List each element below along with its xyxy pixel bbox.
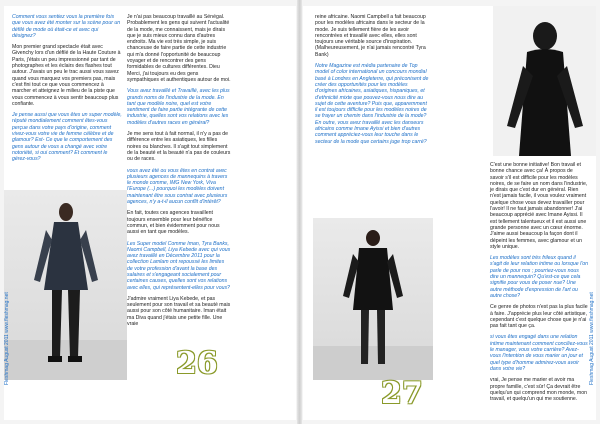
interview-answer: En fait, toutes ces agences travaillent toujours ensemble pour leur bénéfice commun, et bien évidemment pour nous aussi en tant que modèles.: [127, 210, 220, 236]
interview-answer: J'admire vraiment Liya Kebede, et pas seulement pour son travail et sa beauté mais aussi pour son côté humanitaire. Iman était ma Diva quand j'étais une petite fille. Une vraie: [127, 295, 231, 328]
interview-question: vous avez été ou vous êtes en contrat avec plusieurs agences de mannequins à travers le monde comme, IMG New York, Viva l'Europe (...) pourquoi les modèles doivent maintenant être sous contrat avec plusieurs agences, n'y a-t-il aucun conflit d'intérêt?: [127, 167, 228, 206]
interview-question: Les modèles sont très frileux quand il s'agit de leur relation intime ou lorsque l'on parle de pour nos ; pourriez-vous nous dire un mannequin? Qu'est-ce que cela signifie pour vous de poser nue? Une autre méthode d'expression de l'art ou autre chose?: [490, 255, 589, 299]
interview-answer: Mon premier grand spectacle était avec Givenchy lors d'un défilé de la Haute Couture à Paris, j'étais un peu impressionné par tant de photographes et les éclairs des flashes tout autour. J'avais un peu le trac aussi vous savez quand vous marquez vos premiers pas, mais c'est fini tout ce que vous commencez à marcher et atteignez le milieu de la piste que vous commencez à vous sentir beaucoup plus confiante.: [12, 44, 121, 107]
runway-photo-left: [4, 190, 127, 380]
left-column-2: [127, 14, 231, 332]
interview-answer: vrai, Je pense me marier et avoir ma propre famille, c'est sûr! Ça devrait être quelqu'un qui comprend mon monde, mon travail, et quelqu'un qui me soutienne.: [490, 377, 588, 403]
interview-question: si vous êtes engagé dans une relation intime maintenant comment conciliez-vous le manager, vous votre carrière? Avez-vous l'intention de vous marier un jour et quel type d'homme admirez-vous avoir dans votre vie?: [490, 334, 588, 372]
interview-answer: C'est une bonne initiative! Bon travail et bonne chance avec ça! À propos de savoir s'il est difficile pour les modèles noires, de se faire un nom dans l'industrie, je dirais que c'est dur en général. Rien n'est jamais facile, il vous voulez vraiment quelque chose vous devez travailler pour l'avoir! Il ne faut jamais abandonner! J'ai beaucoup apprécié avec Imane Ayissi. Il est tellement talentueux et il est aussi une grande personne avec un cœur énorme. J'aime aussi beaucoup la façon dont il dépeint les femmes, avec glamour et un style unique.: [490, 162, 588, 250]
right-page: [303, 6, 596, 420]
page-spine: [297, 0, 302, 424]
interview-question: Comment vous sentiez vous la première fois que vous avez été monter sur la scène pour un défilé de mode où était-ce et avec qui désignez?: [12, 14, 121, 39]
left-column-1: [12, 14, 122, 168]
model-figure-icon-2: [313, 218, 433, 380]
sidebar-text-right: Fleshmag August 2011 www.fleshmag.net: [589, 292, 595, 385]
portrait-photo-right: [493, 6, 596, 156]
runway-photo-right: [313, 218, 433, 380]
interview-question: Je pense aussi que vous êtes un super modèle, réputé mondialement comment êtes-vous perçue dans votre pays d'origine, comment vivez-vous votre vie de femme célèbre et de glamour? Est- Ce que le comportement des gens autour de vous a changé avec votre notoriété, si oui comment? Et comment le gérez-vous?: [12, 112, 122, 163]
left-page: [4, 6, 296, 420]
interview-answer: Je n'ai pas beaucoup travaillé au Sénégal. Probablement les gens qui suivent l'actualité de la mode, me connaissent, mais je dirais que je suis mieux connu dans d'autres endroits. Ma vie est très simple, je suis chanceuse de faire partie de cette industrie qui m'a donné l'opportunité de beaucoup voyager et de rencontrer des gens formidables de cultures différentes. Dieu Merci, j'ai toujours eu des gens sympathiques et authentiques autour de moi.: [127, 14, 231, 83]
model-figure-icon: [4, 190, 127, 380]
interview-answer: Ce genre de photos n'est pas la plus facile à faire. J'apprécie plus leur côté artistique, cependant c'est quelque chose que je n'ai pas fait tant que ça.: [490, 304, 588, 330]
page-number: 27: [381, 376, 423, 411]
right-column-2: [490, 162, 588, 407]
interview-answer: reine africaine. Naomi Campbell a fait beaucoup pour les modèles africains dans le secteur de la mode. Je suis tellement fière de les avoir rencontrées et travaillé avec elles, elles sont toujours une véritable source d'inspiration.(Malheureusement, je n'ai jamais rencontré Tyra Bank): [315, 14, 426, 58]
page-number: 26: [176, 346, 218, 381]
sidebar-text-left: Fleshmag August 2011 www.fleshmag.net: [4, 292, 10, 385]
interview-question: Vous avez travaillé et Travaillé, avec les plus grands noms de l'industrie de la mode. En tant que modèle noire, quel est votre sentiment de faire partie intégrante de cette industrie, quelles sont vos relations avec les modèles d'autres races en général?: [127, 88, 230, 126]
interview-question: Les Super model Comme Iman, Tyra Banks, Naomi Campbell, Liya Kebede avec qui vous avez travaillé en Décembre 2011 pour la collection Lamlam ont repoussé les limites de votre profession d'avant la base des salaires et s'engageant socialement pour certaines causes, quelles sont vos relations avec elles, qui représentent-elles pour vous?: [127, 240, 231, 291]
portrait-figure-icon: [493, 6, 596, 156]
interview-question: Notre Magazine est média partenaire de Top model of color international un concours mondial basé à Londres en Angleterre, qui préconisent de créer des opportunités pour les modèles d'origines africaines, asiatiques, hispaniques, et d'ethnicité mixte que pouvez-vous nous dire au sujet de cette aventure? Puis que, apparemment il est toujours difficile pour les modèles noires de se frayer un chemin dans l'industrie de la mode? En outre, vous avez travaillé avec les danseurs africains comme Imane Ayissi et bien d'autres comment appréciez-vous leur touche dans le secteur de la mode que certains juge trop carré?: [315, 63, 429, 145]
right-column-1: [315, 14, 429, 150]
interview-answer: Je me sens tout à fait normal, il n'y a pas de différence entre les asiatiques, les filles noires ou blanches. Il s'agit tout simplement de la beauté et la beauté n'a pas de couleurs ou de races.: [127, 131, 231, 163]
